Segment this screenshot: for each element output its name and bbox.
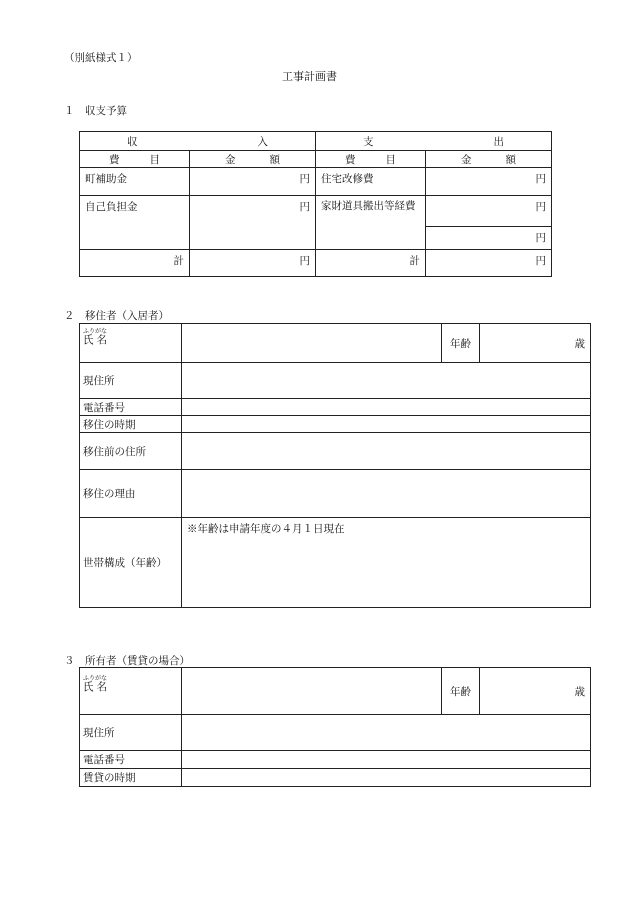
move-date-field[interactable] <box>182 416 591 433</box>
resident-age-field[interactable]: 歳 <box>480 324 591 363</box>
move-date-label: 移住の時期 <box>80 416 182 433</box>
renovation-amount[interactable]: 円 <box>426 168 552 196</box>
owner-age-field[interactable]: 歳 <box>480 668 591 715</box>
self-pay-amount[interactable]: 円 <box>190 196 316 250</box>
expense-total-amount[interactable]: 円 <box>426 250 552 277</box>
owner-phone-field[interactable] <box>182 751 591 769</box>
section2-heading: ２ 移住者（入居者） <box>64 310 169 322</box>
prev-address-field[interactable] <box>182 433 591 470</box>
section3-heading: ３ 所有者（賃貸の場合） <box>64 655 190 667</box>
income-amount-header: 金 額 <box>190 151 316 168</box>
rental-date-field[interactable] <box>182 769 591 787</box>
renovation-label: 住宅改修費 <box>316 168 426 196</box>
subsidy-amount[interactable]: 円 <box>190 168 316 196</box>
resident-name-field[interactable] <box>182 324 442 363</box>
expense-total-label: 計 <box>316 250 426 277</box>
household-label: 世帯構成（年齢） <box>80 518 182 608</box>
resident-name-label: ふりがな 氏名 <box>80 324 182 363</box>
form-label: （別紙様式１） <box>64 52 138 64</box>
resident-table <box>79 323 591 608</box>
owner-age-label: 年齢 <box>442 668 480 715</box>
prev-address-label: 移住前の住所 <box>80 433 182 470</box>
income-item-header: 費 目 <box>80 151 190 168</box>
moving-amount[interactable]: 円 <box>426 196 552 227</box>
other-amount[interactable]: 円 <box>426 227 552 250</box>
move-reason-label: 移住の理由 <box>80 470 182 518</box>
owner-name-field[interactable] <box>182 668 442 715</box>
rental-date-label: 賃貸の時期 <box>80 769 182 787</box>
expense-header: 支 出 <box>316 132 552 151</box>
move-reason-field[interactable] <box>182 470 591 518</box>
owner-phone-label: 電話番号 <box>80 751 182 769</box>
expense-amount-header: 金 額 <box>426 151 552 168</box>
owner-address-field[interactable] <box>182 715 591 751</box>
self-pay-label: 自己負担金 <box>80 196 190 250</box>
income-header: 収 入 <box>80 132 316 151</box>
subsidy-label: 町補助金 <box>80 168 190 196</box>
resident-phone-field[interactable] <box>182 399 591 416</box>
resident-address-label: 現住所 <box>80 363 182 399</box>
section1-heading: １ 収支予算 <box>64 105 127 117</box>
resident-phone-label: 電話番号 <box>80 399 182 416</box>
expense-item-header: 費 目 <box>316 151 426 168</box>
page-title: 工事計画書 <box>282 70 337 83</box>
owner-address-label: 現住所 <box>80 715 182 751</box>
income-total-amount[interactable]: 円 <box>190 250 316 277</box>
resident-address-field[interactable] <box>182 363 591 399</box>
budget-table <box>79 131 552 277</box>
household-note: ※年齢は申請年度の４月１日現在 <box>187 523 345 535</box>
household-field[interactable] <box>182 518 591 608</box>
owner-table <box>79 667 591 787</box>
owner-name-label: ふりがな 氏名 <box>80 668 182 715</box>
income-total-label: 計 <box>80 250 190 277</box>
resident-age-label: 年齢 <box>442 324 480 363</box>
moving-label: 家財道具搬出等経費 <box>316 196 426 250</box>
